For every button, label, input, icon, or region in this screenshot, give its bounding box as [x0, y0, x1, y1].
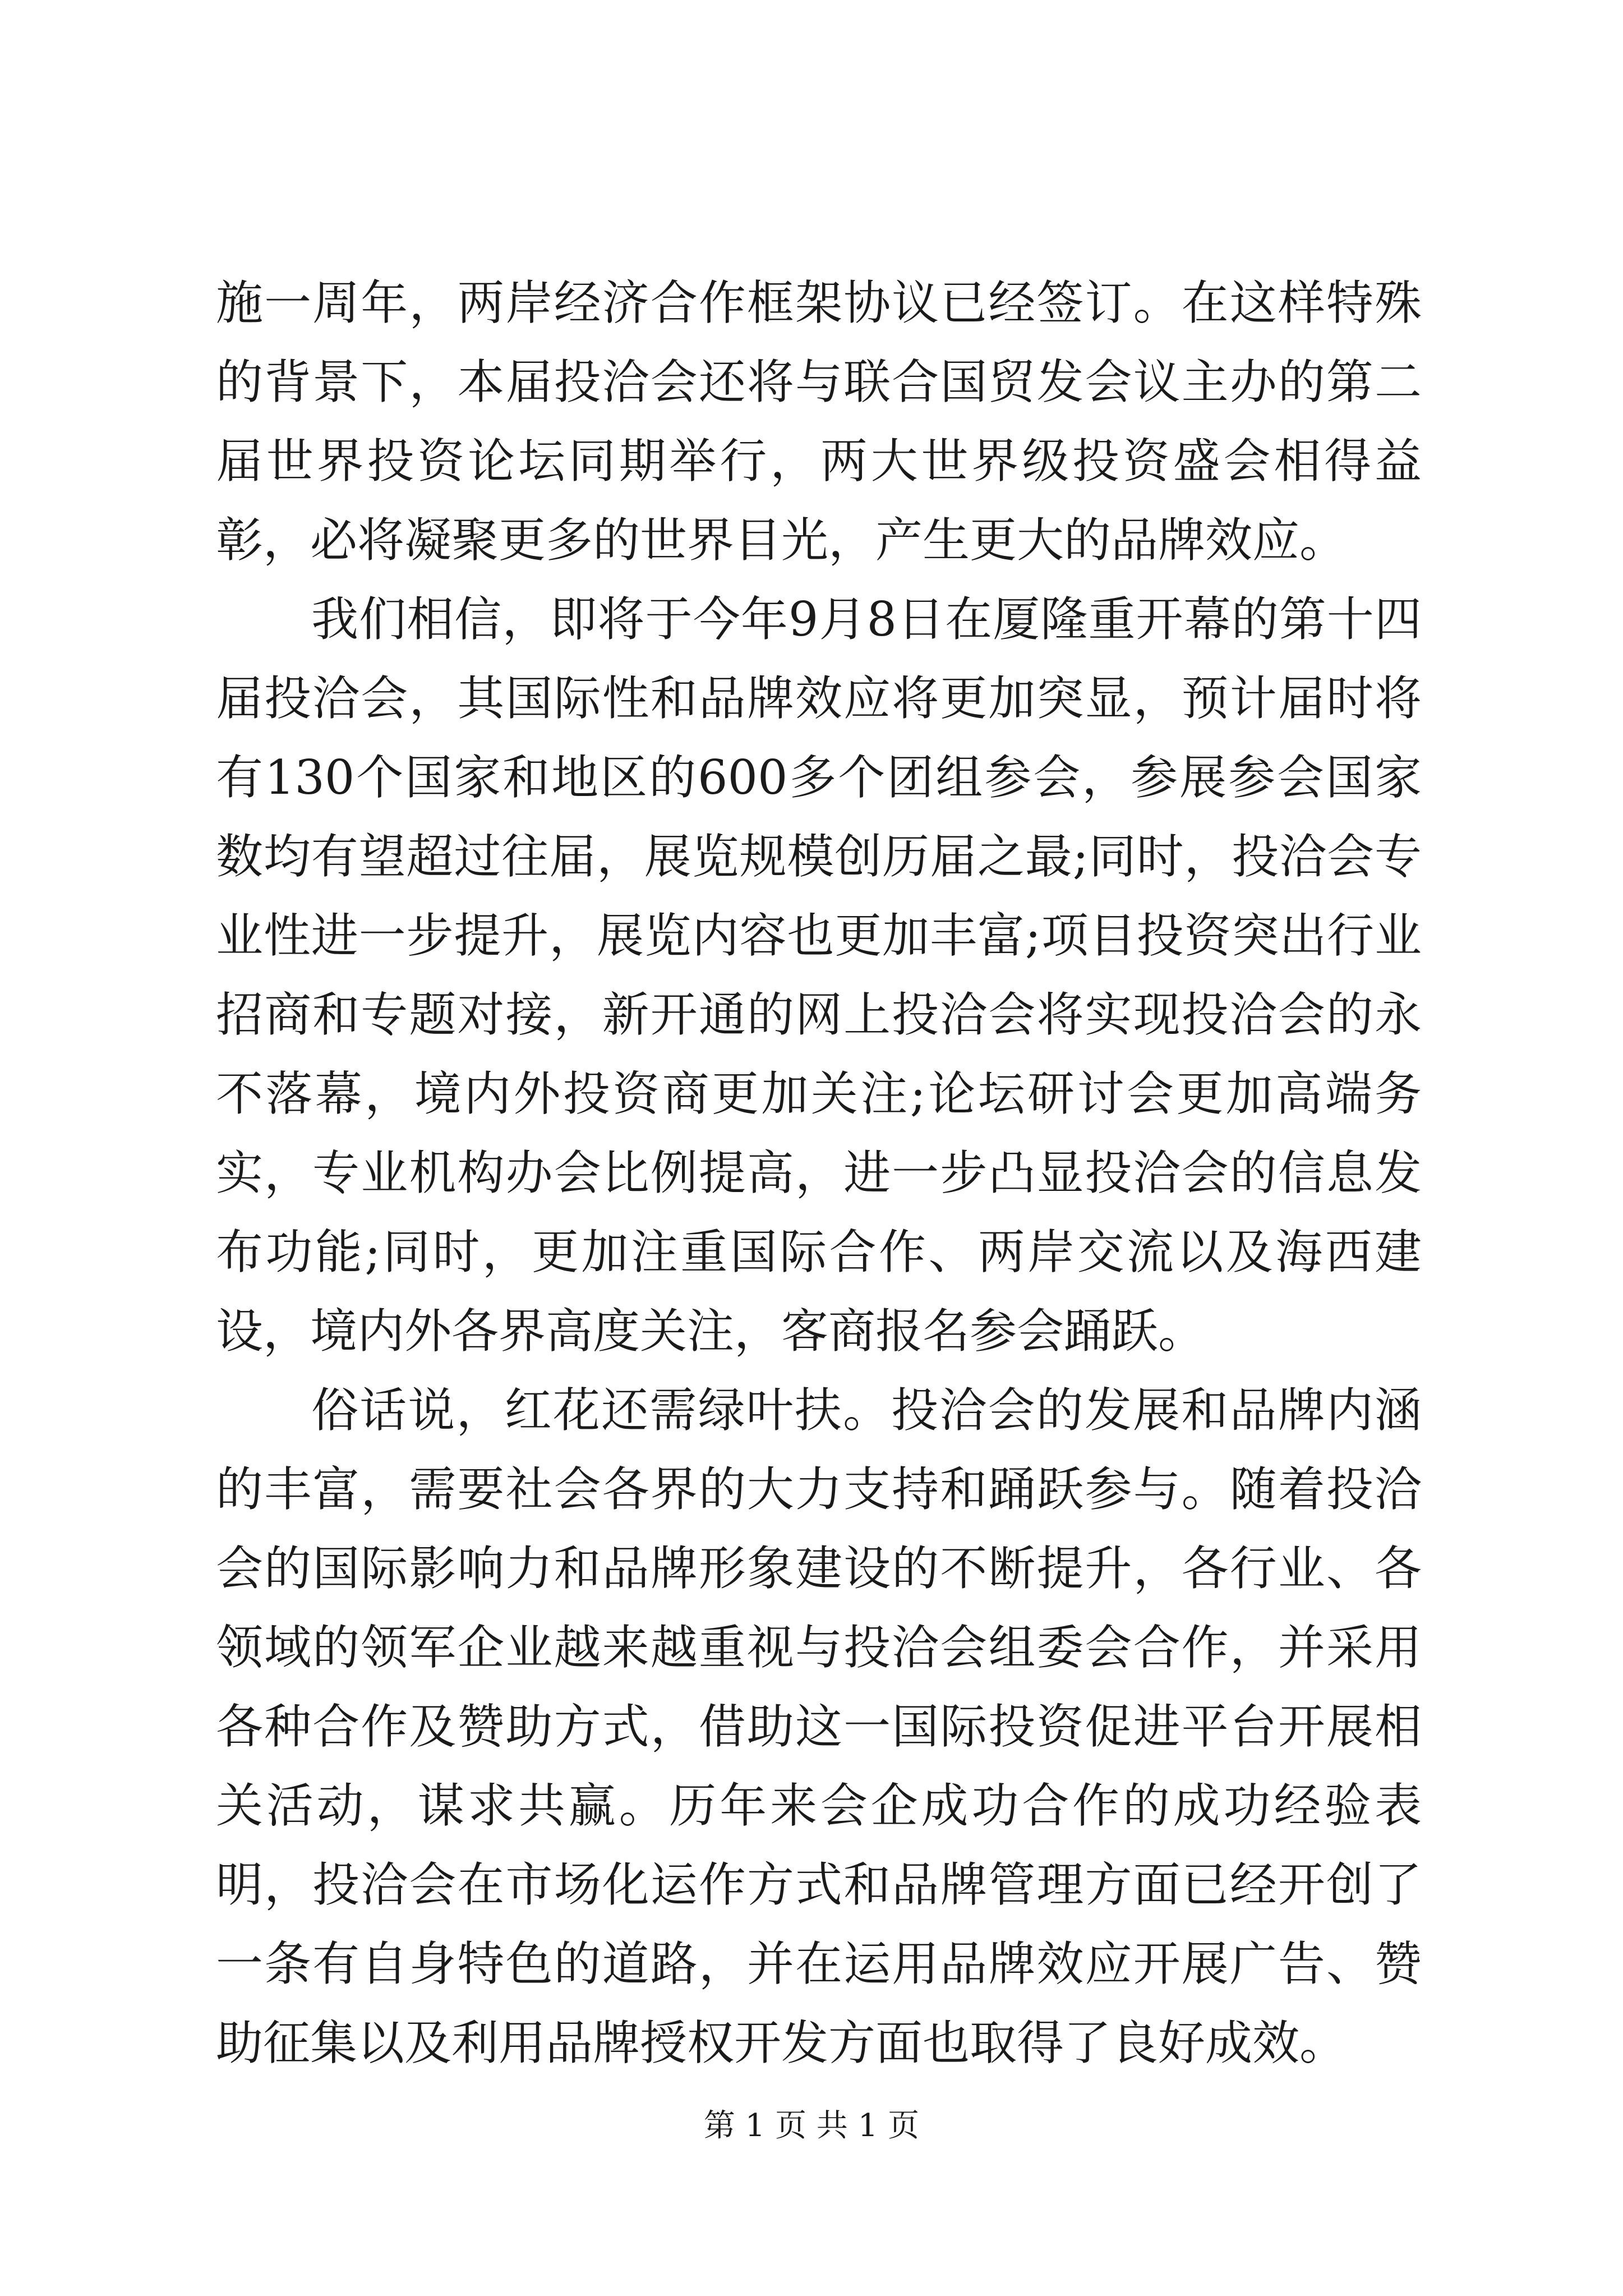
paragraph-1: 施一周年，两岸经济合作框架协议已经签订。在这样特殊的背景下，本届投洽会还将与联合国贸发会议主办的第二届世界投资论坛同期举行，两大世界级投资盛会相得益彰，必将凝聚更多的世界目光，产生更大的品牌效应。	[216, 275, 1422, 568]
document-body	[216, 264, 1422, 2083]
paragraph-2: 我们相信，即将于今年9月8日在厦隆重开幕的第十四届投洽会，其国际性和品牌效应将更加突显，预计届时将有130个国家和地区的600多个团组参会，参展参会国家数均有望超过往届，展览规模创历届之最;同时，投洽会专业性进一步提升，展览内容也更加丰富;项目投资突出行业招商和专题对接，新开通的网上投洽会将实现投洽会的永不落幕，境内外投资商更加关注;论坛研讨会更加高端务实，专业机构办会比例提高，进一步凸显投洽会的信息发布功能;同时，更加注重国际合作、两岸交流以及海西建设，境内外各界高度关注，客商报名参会踊跃。	[216, 592, 1422, 1359]
paragraph-3: 俗话说，红花还需绿叶扶。投洽会的发展和品牌内涵的丰富，需要社会各界的大力支持和踊跃参与。随着投洽会的国际影响力和品牌形象建设的不断提升，各行业、各领域的领军企业越来越重视与投洽会组委会合作，并采用各种合作及赞助方式，借助这一国际投资促进平台开展相关活动，谋求共赢。历年来会企成功合作的成功经验表明，投洽会在市场化运作方式和品牌管理方面已经开创了一条有自身特色的道路，并在运用品牌效应开展广告、赞助征集以及利用品牌授权开发方面也取得了良好成效。	[216, 1383, 1422, 2070]
page-number-footer: 第 1 页 共 1 页	[703, 2108, 920, 2144]
